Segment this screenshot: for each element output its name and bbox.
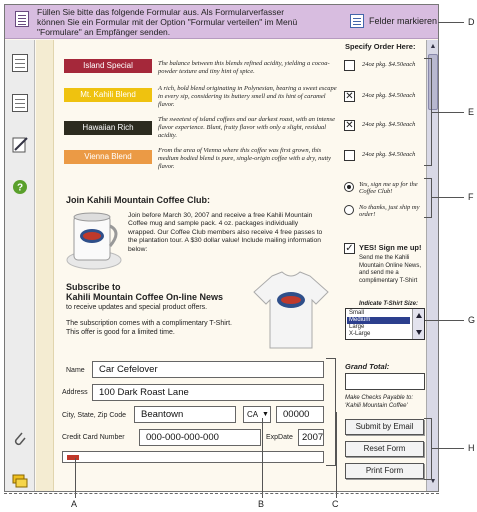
city-state-zip-label: City, State, Zip Code <box>62 412 127 419</box>
callout-h-leader <box>432 448 464 449</box>
coffee-desc-island-special: The balance between this blends refined acidity, yielding a cocoa-powder texture and tiny hint of spice. <box>158 60 330 75</box>
bookmarks-icon[interactable] <box>12 94 28 112</box>
callout-f: F <box>468 192 474 202</box>
name-label: Name <box>66 367 85 374</box>
highlight-fields-button[interactable] <box>348 11 436 33</box>
name-field[interactable]: Car Cefelover <box>92 361 324 378</box>
credit-card-field[interactable]: 000-000-000-000 <box>139 429 261 446</box>
callout-f-leader <box>432 197 464 198</box>
coffee-label-island-special: Island Special <box>64 59 152 73</box>
club-no-radio[interactable] <box>344 205 354 215</box>
order-checkbox-2[interactable]: ✕ <box>345 91 354 102</box>
state-value: CA <box>247 410 259 419</box>
callout-a-leader <box>75 458 76 498</box>
coffee-label-vienna-blend: Vienna Blend <box>64 150 152 164</box>
subscribe-title: Subscribe to <box>66 282 121 292</box>
callout-d: D <box>468 17 475 27</box>
callout-e-bracket <box>424 58 432 166</box>
callout-g-leader <box>425 320 464 321</box>
coffee-mug-image <box>64 210 124 272</box>
print-form-button[interactable]: Print Form <box>345 463 424 479</box>
callout-d-leader <box>438 22 464 23</box>
form-message-bar <box>5 5 438 39</box>
tshirt-image <box>252 270 330 352</box>
field-focus-icon <box>67 455 79 460</box>
scroll-down-arrow[interactable]: ▼ <box>429 478 437 485</box>
zip-field[interactable]: 00000 <box>276 406 324 423</box>
size-option-medium[interactable]: Medium <box>347 317 410 324</box>
callout-h-bracket <box>424 418 432 480</box>
subscribe-text-1: The subscription comes with a complimentary T-Shirt. <box>66 320 232 327</box>
message-line-2: können Sie ein Formular mit der Option "Formular verteilen" im Menü <box>37 17 298 27</box>
exp-date-label: ExpDate <box>266 434 293 441</box>
payable-label: Make Checks Payable to: <box>345 395 414 401</box>
order-checkbox-4[interactable] <box>344 150 355 161</box>
pages-icon[interactable] <box>12 54 28 72</box>
callout-g: G <box>468 315 476 325</box>
club-text: Join before March 30, 2007 and receive a free Kahili Mountain Coffee mug and sample pack. 4 oz. packages individually wrapped. Our Coffee Club members also receive 4 free passes to the plantation tour. A $30 dollar value! Include mailing information below: <box>128 212 323 253</box>
subscribe-title-2: Kahili Mountain Coffee On-line News <box>66 292 224 302</box>
order-title: Specify Order Here: <box>345 42 416 51</box>
club-yes-radio[interactable] <box>344 182 354 192</box>
credit-card-label: Credit Card Number <box>62 434 125 441</box>
payable-name: 'Kahili Mountain Coffee' <box>345 403 408 409</box>
state-dropdown[interactable] <box>243 406 271 423</box>
submit-by-email-button[interactable]: Submit by Email <box>345 419 424 435</box>
coffee-label-hawaiian-rich: Hawaiian Rich <box>64 121 152 135</box>
coffee-desc-hawaiian-rich: The sweetest of island coffees and our darkest roast, with an intense flavor experience. Blunt, fruity flavor with only a slight, residual acidity. <box>158 116 336 139</box>
subscribe-yes-text: Send me the Kahili Mountain Online News, and send me a complimentary T-Shirt <box>359 255 422 284</box>
city-field[interactable]: Beantown <box>134 406 236 423</box>
attachments-icon[interactable] <box>12 430 28 448</box>
comments-icon[interactable] <box>12 472 28 490</box>
club-yes-label: Yes, sign me up for the Coffee Club! <box>359 181 418 195</box>
club-no-label: No thanks, just ship my order! <box>359 204 420 218</box>
navigation-panel <box>5 40 35 491</box>
callout-e-leader <box>432 112 464 113</box>
subscribe-subtext: to receive updates and special product offers. <box>66 304 208 311</box>
order-option-1-label: 24oz pkg. $4.50each <box>362 61 416 68</box>
grand-total-field[interactable] <box>345 373 425 390</box>
svg-text:?: ? <box>16 182 24 194</box>
callout-c-leader <box>336 412 337 498</box>
subscribe-text-2: This offer is good for a limited time. <box>66 329 175 336</box>
callout-e: E <box>468 107 475 117</box>
grand-total-label: Grand Total: <box>345 362 390 371</box>
highlight-fields-label: Felder markieren <box>369 16 438 26</box>
subscribe-yes-title: YES! Sign me up! <box>359 243 422 252</box>
size-option-x-large[interactable]: X-Large <box>349 331 371 337</box>
callout-b: B <box>258 499 265 509</box>
listbox-scrollbar[interactable] <box>412 309 424 339</box>
subscribe-checkbox[interactable]: ✓ <box>345 243 354 254</box>
tshirt-size-label: Indicate T-Shirt Size: <box>359 301 419 307</box>
callout-f-bracket <box>424 178 432 218</box>
page-margin-strip <box>36 40 54 491</box>
order-option-4-label: 24oz pkg. $4.50each <box>362 151 416 158</box>
order-checkbox-3[interactable]: ✕ <box>345 120 354 131</box>
highlight-fields-icon <box>350 14 364 28</box>
callout-b-leader <box>262 418 263 498</box>
order-option-3-label: 24oz pkg. $4.50each <box>362 121 416 128</box>
reset-form-button[interactable]: Reset Form <box>345 441 424 457</box>
size-option-small[interactable]: Small <box>349 310 365 316</box>
scroll-up-arrow[interactable]: ▲ <box>429 43 437 50</box>
coffee-desc-vienna-blend: From the area of Vienna where this coffee was first grown, this medium bodied blend is pure, single-origin coffee with a dry, nutty flavor. <box>158 147 332 170</box>
order-checkbox-1[interactable] <box>344 60 355 71</box>
tshirt-size-listbox[interactable] <box>345 308 425 340</box>
callout-c-bracket <box>326 358 336 466</box>
club-title: Join Kahili Mountain Coffee Club: <box>66 195 210 205</box>
focus-field[interactable] <box>62 451 324 463</box>
form-message-text <box>37 7 337 37</box>
exp-date-field[interactable]: 2007 <box>298 429 324 446</box>
window-bottom-edge <box>4 493 439 494</box>
address-label: Address <box>62 389 88 396</box>
callout-a: A <box>71 499 78 509</box>
chevron-down-icon[interactable]: ▼ <box>262 411 269 418</box>
coffee-desc-mt-kahili-blend: A rich, bold blend originating in Polynesian, bearing a sweet escape in every sip, considering its buttery smell and its hint of caramel flavor. <box>158 85 337 108</box>
size-option-large[interactable]: Large <box>349 324 365 330</box>
message-line-1: Füllen Sie bitte das folgende Formular aus. Als Formularverfasser <box>37 7 285 17</box>
address-field[interactable]: 100 Dark Roast Lane <box>92 384 324 401</box>
order-option-2-label: 24oz pkg. $4.50each <box>362 92 416 99</box>
callout-h: H <box>468 443 475 453</box>
message-line-3: "Formulare" an Empfänger senden. <box>37 27 171 37</box>
help-icon[interactable] <box>12 178 28 196</box>
callout-c: C <box>332 499 339 509</box>
coffee-label-mt-kahili-blend: Mt. Kahili Blend <box>64 88 152 102</box>
form-info-icon <box>15 11 29 27</box>
signature-icon[interactable] <box>12 136 28 154</box>
